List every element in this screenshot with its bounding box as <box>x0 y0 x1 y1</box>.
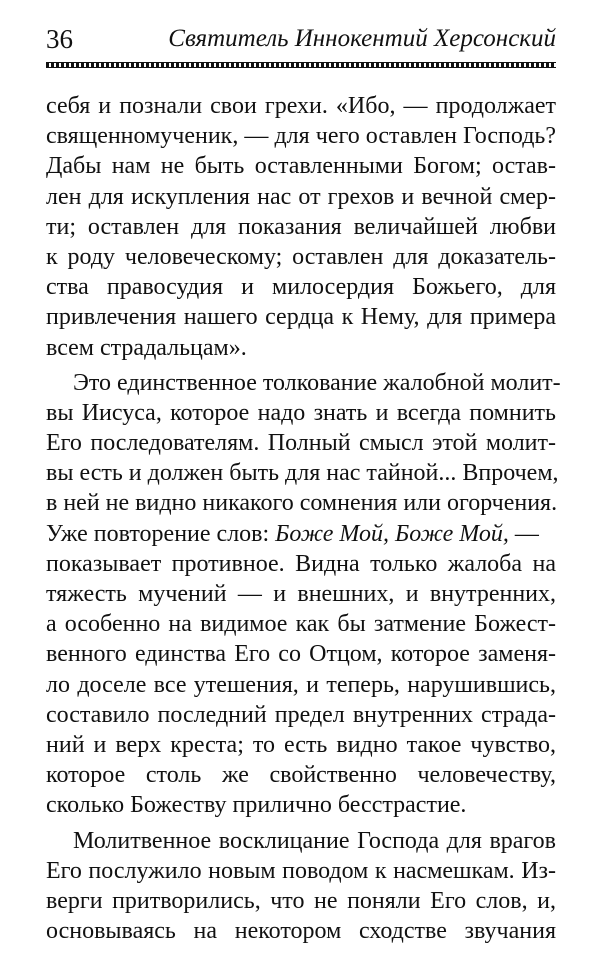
text-line: основываясь на некотором сходстве звучания <box>46 918 556 945</box>
paragraph-2 <box>46 368 561 821</box>
text-line: всем страдальцам». <box>46 334 247 361</box>
running-title: Святитель Иннокентий Херсонский <box>168 25 556 52</box>
text-line: привлечения нашего сердца к Нему, для примера <box>46 304 556 331</box>
text-line: составило последний предел внутренних страда- <box>46 701 556 728</box>
text-line: священномученик, — для чего оставлен Господь? <box>46 123 556 150</box>
text-line: тяжесть мучений — и внешних, и внутренних, <box>46 581 556 607</box>
text-line: показывает противное. Видна только жалоба на <box>46 550 556 577</box>
text-line: Его послужило новым поводом к насмешкам. Из- <box>46 857 556 884</box>
text-line: Дабы нам не быть оставленными Богом; остав- <box>46 153 556 180</box>
text-line: Молитвенное восклицание Господа для врагов <box>73 827 556 854</box>
text-line: венного единства Его со Отцом, которое заменя- <box>46 641 556 668</box>
text-line: ства правосудия и милосердия Божьего, для <box>46 274 556 301</box>
page-header <box>46 22 556 56</box>
text-line: лен для искупления нас от грехов и вечной смер- <box>46 183 556 210</box>
text-segment: — <box>508 520 539 547</box>
text-line: в ней не видно никакого сомнения или огорчения. <box>46 490 558 517</box>
text-line: Его последователям. Полный смысл этой молит- <box>46 430 556 457</box>
text-line: ний и верх креста; то есть видно такое чувство, <box>46 731 556 758</box>
text-line: сколько Божеству прилично бесстрастие. <box>46 792 467 819</box>
text-line: Это единственное толкование жалобной молит- <box>73 369 561 396</box>
text-line: ло доселе все утешения, и теперь, нарушившись, <box>46 671 556 698</box>
paragraph-3 <box>46 826 556 947</box>
text-line: которое столь же свойственно человечеству, <box>46 762 556 789</box>
text-line: ти; оставлен для показания величайшей любви <box>46 213 556 240</box>
italic-quote: Боже Мой, Боже Мой, <box>275 520 509 547</box>
text-line: вы есть и должен быть для нас тайной... Впрочем, <box>46 460 559 487</box>
text-line: себя и познали свои грехи. «Ибо, — продолжает <box>46 93 556 119</box>
text-line-with-italic <box>46 519 556 549</box>
text-line: верги притворились, что не поняли Его слов, и, <box>46 887 556 914</box>
page-number: 36 <box>46 24 73 54</box>
text-line: вы Иисуса, которое надо знать и всегда помнить <box>46 399 556 426</box>
header-rule <box>46 62 556 68</box>
body-text <box>46 91 561 946</box>
text-line: а особенно на видимое как бы затмение Божест- <box>46 611 556 638</box>
text-line: к роду человеческому; оставлен для доказатель- <box>46 243 556 270</box>
paragraph-1 <box>46 91 556 363</box>
text-segment: Уже повторение слов: <box>46 520 276 547</box>
